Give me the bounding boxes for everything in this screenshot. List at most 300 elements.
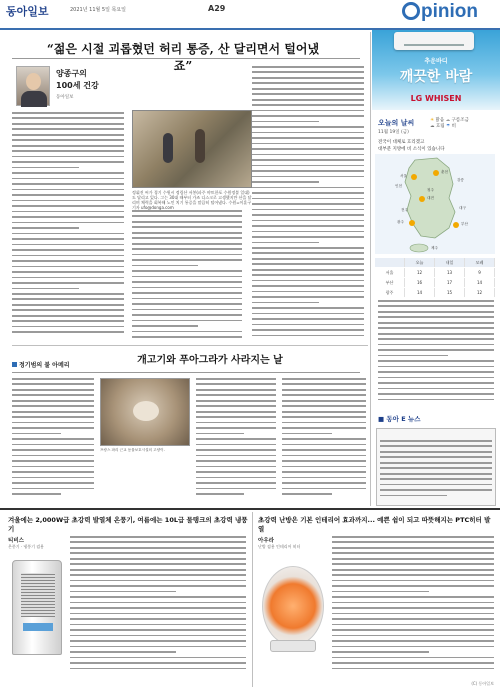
city-gwangju: 광주 <box>397 220 404 224</box>
text-line <box>196 405 276 407</box>
text-line <box>70 541 246 543</box>
text-line <box>252 285 364 287</box>
text-line <box>70 613 246 615</box>
text-line <box>252 82 364 84</box>
text-line <box>70 607 246 609</box>
text-line <box>12 288 79 290</box>
right-ad-brand: 아우라 <box>258 538 274 544</box>
text-line <box>282 383 366 385</box>
essay-headline: “젊은 시절 괴롭혔던 허리 통증, 산 달리면서 털어냈죠” <box>46 42 320 73</box>
text-line <box>282 389 366 391</box>
text-line <box>252 126 364 128</box>
page-header <box>0 0 500 30</box>
text-line <box>12 260 124 262</box>
opinion-o-icon <box>402 2 420 20</box>
text-line <box>282 488 366 490</box>
text-line <box>132 331 242 333</box>
text-line <box>12 277 124 279</box>
left-ad-subtitle: 온풍기 · 냉풍기 겸용 <box>8 544 44 549</box>
text-line <box>378 377 494 379</box>
ad-section-rule <box>0 508 500 510</box>
text-line <box>12 427 94 429</box>
text-line <box>282 416 366 418</box>
text-line <box>252 263 364 265</box>
essay-body-col1 <box>12 112 124 342</box>
sidebar-divider <box>370 32 371 506</box>
left-ad-headline[interactable]: 겨울에는 2,000W급 초강력 발열체 온풍기, 여름에는 10L급 물탱크의 초강력 냉풍기 <box>8 516 248 533</box>
city-daegu: 대구 <box>459 206 466 210</box>
text-line <box>252 296 364 298</box>
text-line <box>70 536 246 538</box>
text-line <box>12 194 124 196</box>
weather-date: 11월 19일 (금) <box>378 130 409 135</box>
text-line <box>12 227 79 229</box>
text-line <box>12 309 124 311</box>
issue-date: 2021년 11월 5일 목요일 <box>70 7 127 13</box>
weather-map <box>375 154 495 254</box>
right-ad-headline[interactable]: 초강력 난방은 기본 인테리어 효과까지... 예쁜 쉼이 되고 따뜻해지는 PTC히터 발열 <box>258 516 491 533</box>
text-line <box>12 449 94 451</box>
column-badge: 정기범의 불 아메리 <box>12 360 70 369</box>
text-line <box>252 258 364 260</box>
text-line <box>378 333 494 335</box>
badge-square-icon <box>12 362 17 367</box>
text-line <box>12 266 124 268</box>
text-line <box>380 440 492 442</box>
text-line <box>378 360 494 362</box>
text-line <box>282 394 366 396</box>
forecast-row: 광주 14 15 12 <box>375 288 495 297</box>
text-line <box>70 602 246 604</box>
text-line <box>12 233 124 235</box>
text-line <box>196 378 276 380</box>
text-line <box>282 493 332 495</box>
cat-photo-caption: 프랑스 파리 근교 동물보호시설의 고양이. <box>100 448 165 452</box>
text-line <box>196 477 276 479</box>
text-line <box>252 236 364 238</box>
text-line <box>282 449 366 451</box>
text-line <box>196 411 276 413</box>
text-line <box>282 471 366 473</box>
text-line <box>132 270 242 272</box>
text-line <box>12 477 94 479</box>
text-line <box>380 489 492 491</box>
text-line <box>132 281 242 283</box>
text-line <box>70 591 176 593</box>
text-line <box>12 433 61 435</box>
heater-base <box>270 640 316 652</box>
photo-credit: 수원=이훈구 기자 ufo@donga.com <box>132 200 252 210</box>
text-line <box>282 466 366 468</box>
photo-caption: 정휘진 씨가 경기 수원시 정림산 서봉(파주 야트한포 수원정붙 일대)도 달리고 있다. 그는 30대 때부터 가즈 디스크로 고생했지만 산을 달리며 체력을 회복해 노인 치기 통증을 말끔히 털어냈다. 수원=이훈구 기자 ufo@donga.com <box>132 190 252 210</box>
text-line <box>12 378 94 380</box>
text-line <box>70 657 246 659</box>
text-line <box>12 460 94 462</box>
text-line <box>252 121 319 123</box>
text-line <box>196 422 276 424</box>
text-line <box>12 128 124 130</box>
forecast-row: 서울 12 13 9 <box>375 268 495 277</box>
text-line <box>332 613 494 615</box>
text-line <box>332 547 494 549</box>
text-line <box>332 569 494 571</box>
text-line <box>332 536 494 538</box>
text-line <box>132 276 242 278</box>
text-line <box>252 209 364 211</box>
text-line <box>12 455 94 457</box>
korea-map-icon <box>375 154 495 254</box>
text-line <box>70 646 246 648</box>
text-line <box>378 322 494 324</box>
text-line <box>282 477 366 479</box>
text-line <box>12 400 94 402</box>
text-line <box>380 456 492 458</box>
text-line <box>252 324 364 326</box>
text-line <box>332 657 494 659</box>
text-line <box>252 203 364 205</box>
text-line <box>12 134 124 136</box>
text-line <box>12 471 94 473</box>
text-line <box>132 292 242 294</box>
text-line <box>12 293 124 295</box>
text-line <box>12 438 94 440</box>
text-line <box>12 200 124 202</box>
text-line <box>252 77 364 79</box>
sun-icon <box>411 174 417 180</box>
cat-photo <box>100 378 190 446</box>
text-line <box>252 66 364 68</box>
text-line <box>380 495 447 497</box>
text-line <box>196 438 276 440</box>
text-line <box>196 394 276 396</box>
text-line <box>12 271 124 273</box>
right-ad-subtitle: 난방 겸용 인테리어 히터 <box>258 544 301 549</box>
text-line <box>378 371 494 373</box>
text-line <box>378 393 494 395</box>
text-line <box>12 244 124 246</box>
text-line <box>380 478 492 480</box>
text-line <box>378 349 494 351</box>
text-line <box>196 488 276 490</box>
text-line <box>252 159 364 161</box>
text-line <box>332 591 429 593</box>
ad-slogan-small: 추운바디 <box>424 58 448 65</box>
text-line <box>12 331 124 333</box>
text-line <box>252 225 364 227</box>
text-line <box>12 416 94 418</box>
text-line <box>378 311 494 313</box>
city-jeju: 제주 <box>431 246 438 250</box>
text-line <box>252 269 364 271</box>
text-line <box>332 646 494 648</box>
city-busan: 부산 <box>461 222 468 226</box>
text-line <box>132 215 242 217</box>
second-body-col1 <box>12 378 94 504</box>
text-line <box>332 618 494 620</box>
text-line <box>12 183 124 185</box>
text-line <box>252 291 364 293</box>
text-line <box>378 344 494 346</box>
text-line <box>132 303 242 305</box>
text-line <box>252 280 364 282</box>
text-line <box>196 471 276 473</box>
text-line <box>132 226 242 228</box>
text-line <box>378 305 494 307</box>
text-line <box>378 338 494 340</box>
text-line <box>378 388 494 390</box>
text-line <box>332 552 494 554</box>
text-line <box>12 389 94 391</box>
text-line <box>12 238 124 240</box>
text-line <box>132 314 242 316</box>
text-line <box>70 569 246 571</box>
sun-icon <box>419 196 425 202</box>
text-line <box>252 252 364 254</box>
text-line <box>332 596 494 598</box>
text-line <box>196 466 276 468</box>
text-line <box>132 336 242 338</box>
text-line <box>332 580 494 582</box>
text-line <box>196 389 276 391</box>
text-line <box>132 248 242 250</box>
text-line <box>380 484 492 486</box>
text-line <box>378 316 494 318</box>
city-jeonju: 전주 <box>401 208 408 212</box>
text-line <box>12 178 124 180</box>
text-line <box>378 399 494 401</box>
text-line <box>252 318 364 320</box>
text-line <box>12 466 94 468</box>
text-line <box>12 282 124 284</box>
text-line <box>332 574 494 576</box>
text-line <box>132 210 242 212</box>
text-line <box>12 422 94 424</box>
text-line <box>252 176 364 178</box>
text-line <box>12 444 94 446</box>
text-line <box>70 596 246 598</box>
text-line <box>70 552 246 554</box>
text-line <box>12 216 124 218</box>
text-line <box>12 249 124 251</box>
second-headline-rule <box>12 372 360 373</box>
weather-subtext: 대부분 지방에 비 소식이 있습니다 <box>378 147 445 152</box>
sidebar-column-text <box>378 300 494 408</box>
text-line <box>132 232 242 234</box>
text-line <box>12 255 124 257</box>
text-line <box>132 320 242 322</box>
city-daejeon: 대전 <box>427 196 434 200</box>
text-line <box>282 378 366 380</box>
text-line <box>12 172 124 174</box>
text-line <box>282 433 332 435</box>
city-seoul: 서울 <box>400 174 407 178</box>
text-line <box>12 411 94 413</box>
text-line <box>12 222 124 224</box>
text-line <box>70 580 246 582</box>
text-line <box>196 460 276 462</box>
text-line <box>12 482 94 484</box>
text-line <box>332 563 494 565</box>
right-ad-body <box>332 536 494 676</box>
second-body-col3 <box>282 378 366 504</box>
text-line <box>132 325 198 327</box>
sun-icon <box>433 170 439 176</box>
text-line <box>282 405 366 407</box>
text-line <box>378 355 448 357</box>
text-line <box>252 335 364 337</box>
essay-body-col2 <box>132 210 242 342</box>
text-line <box>132 298 242 300</box>
text-line <box>196 416 276 418</box>
text-line <box>332 635 494 637</box>
text-line <box>252 247 364 249</box>
text-line <box>282 400 366 402</box>
text-line <box>252 137 364 139</box>
text-line <box>380 445 492 447</box>
city-chuncheon: 춘천 <box>441 170 448 174</box>
text-line <box>282 460 366 462</box>
text-line <box>12 315 124 317</box>
text-line <box>132 243 242 245</box>
page-number: A29 <box>208 4 226 13</box>
weather-title: 오늘의 날씨 <box>378 119 415 127</box>
text-line <box>380 467 492 469</box>
text-line <box>12 145 124 147</box>
second-body-col2 <box>196 378 276 504</box>
text-line <box>70 629 246 631</box>
text-line <box>196 444 276 446</box>
air-conditioner-image <box>394 32 474 50</box>
text-line <box>70 662 246 664</box>
text-line <box>252 274 364 276</box>
text-line <box>332 651 429 653</box>
text-line <box>252 88 364 90</box>
text-line <box>332 668 494 670</box>
text-line <box>12 304 124 306</box>
text-line <box>332 602 494 604</box>
city-gangneung: 강릉 <box>457 178 464 182</box>
text-line <box>70 574 246 576</box>
text-line <box>12 156 124 158</box>
whisen-ad[interactable] <box>372 30 500 110</box>
text-line <box>252 231 364 233</box>
text-line <box>378 327 494 329</box>
text-line <box>132 259 242 261</box>
author-photo <box>16 66 50 106</box>
text-line <box>70 585 246 587</box>
text-line <box>252 220 364 222</box>
text-line <box>196 449 276 451</box>
text-line <box>12 298 124 300</box>
text-line <box>132 254 242 256</box>
text-line <box>252 181 319 183</box>
text-line <box>12 405 94 407</box>
text-line <box>12 320 124 322</box>
headline-rule <box>12 58 360 59</box>
text-line <box>378 366 494 368</box>
text-line <box>252 99 364 101</box>
text-line <box>12 383 94 385</box>
text-line <box>282 438 366 440</box>
text-line <box>380 473 492 475</box>
text-line <box>282 455 366 457</box>
text-line <box>196 455 276 457</box>
essay-body-col3 <box>252 66 364 342</box>
text-line <box>332 624 494 626</box>
text-line <box>252 170 364 172</box>
text-line <box>196 400 276 402</box>
text-line <box>12 117 124 119</box>
text-line <box>378 300 494 302</box>
text-line <box>252 143 364 145</box>
text-line <box>12 167 79 169</box>
text-line <box>332 558 494 560</box>
section-title: pinion <box>402 1 478 23</box>
text-line <box>132 309 242 311</box>
text-line <box>12 326 124 328</box>
text-line <box>332 629 494 631</box>
text-line <box>70 558 246 560</box>
text-line <box>252 104 364 106</box>
text-line <box>252 242 319 244</box>
text-line <box>282 411 366 413</box>
text-line <box>70 640 246 642</box>
text-line <box>12 211 124 213</box>
text-line <box>252 302 319 304</box>
text-line <box>252 165 364 167</box>
text-line <box>332 640 494 642</box>
forecast-header-row: 오늘 내일 모레 <box>375 258 495 267</box>
text-line <box>12 493 61 495</box>
text-line <box>12 123 124 125</box>
sun-icon <box>409 220 415 226</box>
text-line <box>252 115 364 117</box>
text-line <box>252 187 364 189</box>
promo-text <box>380 440 492 502</box>
weather-legend: ☀ 맑음 ☁ 구름조금 ☁ 흐림 ☂ 비 <box>430 118 469 129</box>
ad-slogan: 깨끗한 바람 <box>399 69 473 85</box>
text-line <box>332 607 494 609</box>
text-line <box>70 635 246 637</box>
text-line <box>132 265 198 267</box>
text-line <box>282 444 366 446</box>
text-line <box>12 488 94 490</box>
text-line <box>70 651 176 653</box>
text-line <box>380 451 492 453</box>
text-line <box>378 382 494 384</box>
text-line <box>12 150 124 152</box>
text-line <box>196 383 276 385</box>
text-line <box>70 618 246 620</box>
left-ad-brand: 티비스 <box>8 538 24 544</box>
weather-summary: 전국이 대체로 흐리겠고 <box>378 140 425 145</box>
text-line <box>252 154 364 156</box>
text-line <box>282 427 366 429</box>
text-line <box>252 132 364 134</box>
text-line <box>12 139 124 141</box>
text-line <box>12 394 94 396</box>
cooler-heater-product-image <box>12 560 62 655</box>
text-line <box>332 585 494 587</box>
text-line <box>252 110 364 112</box>
ad-divider <box>252 512 253 687</box>
text-line <box>12 161 124 163</box>
text-line <box>252 148 364 150</box>
author-name: 양종구의 <box>56 69 87 78</box>
runner-photo <box>132 110 252 188</box>
text-line <box>70 624 246 626</box>
newspaper-logo: 동아일보 <box>6 5 49 18</box>
